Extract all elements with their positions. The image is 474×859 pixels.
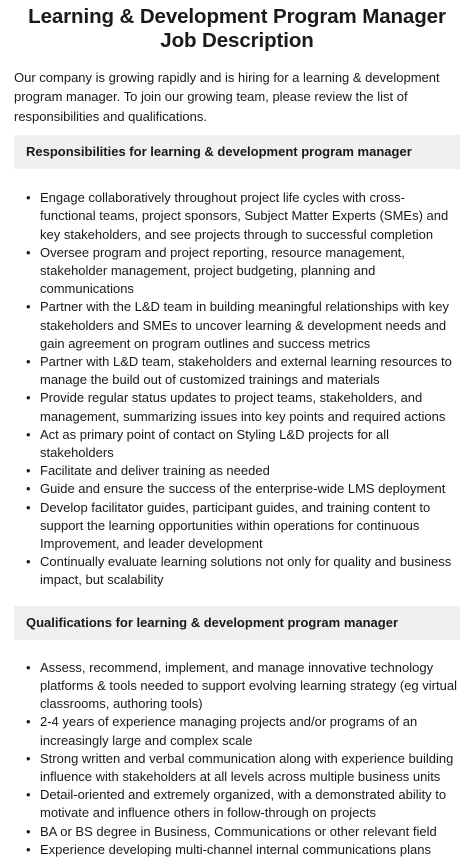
- bullet-icon: •: [26, 354, 31, 370]
- qualifications-item: [26, 713, 460, 749]
- responsibilities-item-text: Oversee program and project reporting, resource management, stakeholder management, project budgeting, planning and communications: [40, 244, 405, 297]
- bullet-icon: •: [26, 750, 31, 766]
- qualifications-item-text: Detail-oriented and extremely organized, with a demonstrated ability to motivate and influence others in follow-through on projects: [40, 787, 447, 821]
- qualifications-item-text: Assess, recommend, implement, and manage innovative technology platforms & tools needed to support evolving learning strategy (eg virtual classrooms, authoring tools): [40, 659, 457, 712]
- responsibilities-item: [26, 353, 460, 389]
- qualifications-header: Qualifications for learning & development program manager: [14, 606, 460, 640]
- bullet-icon: •: [26, 426, 31, 442]
- responsibilities-item: [26, 553, 460, 589]
- responsibilities-item: [26, 462, 460, 480]
- responsibilities-item-text: Partner with L&D team, stakeholders and external learning resources to manage the build out of customized trainings and materials: [40, 354, 452, 388]
- responsibilities-item: [26, 389, 460, 425]
- bullet-icon: •: [26, 823, 31, 839]
- responsibilities-item: [26, 426, 460, 462]
- responsibilities-item: [26, 298, 460, 353]
- responsibilities-item: [26, 189, 460, 244]
- qualifications-item: [26, 659, 460, 714]
- bullet-icon: •: [26, 554, 31, 570]
- responsibilities-item: [26, 499, 460, 554]
- responsibilities-item: [26, 244, 460, 299]
- bullet-icon: •: [26, 244, 31, 260]
- qualifications-item: [26, 841, 460, 859]
- responsibilities-item-text: Act as primary point of contact on Styling L&D projects for all stakeholders: [40, 426, 389, 461]
- page-title-line-1: Learning & Development Program Manager: [28, 5, 446, 28]
- responsibilities-list: [14, 189, 460, 589]
- responsibilities-item-text: Develop facilitator guides, participant guides, and training content to support the learning opportunities within operations for continuous Improvement, and leader development: [40, 499, 431, 552]
- bullet-icon: •: [26, 787, 31, 803]
- responsibilities-item: [26, 480, 460, 498]
- responsibilities-item-text: Continually evaluate learning solutions not only for quality and business impact, but scalability: [40, 554, 452, 588]
- responsibilities-item-text: Facilitate and deliver training as needed: [40, 463, 270, 479]
- responsibilities-item-text: Guide and ensure the success of the enterprise-wide LMS deployment: [40, 481, 446, 497]
- qualifications-list: [14, 659, 460, 859]
- bullet-icon: •: [26, 299, 31, 315]
- page-title-line-2: Job Description: [160, 29, 314, 52]
- qualifications-item: [26, 823, 460, 841]
- bullet-icon: •: [26, 841, 31, 857]
- responsibilities-header: Responsibilities for learning & development program manager: [14, 135, 460, 169]
- qualifications-item-text: Strong written and verbal communication along with experience building influence with stakeholders at all levels across multiple business units: [40, 750, 454, 784]
- qualifications-item-text: Experience developing multi-channel internal communications plans: [40, 841, 431, 857]
- bullet-icon: •: [26, 390, 31, 406]
- page-title: [14, 0, 460, 53]
- bullet-icon: •: [26, 499, 31, 515]
- bullet-icon: •: [26, 481, 31, 497]
- qualifications-item: [26, 786, 460, 822]
- responsibilities-item-text: Engage collaboratively throughout project life cycles with cross-functional teams, project sponsors, Subject Matter Experts (SMEs) and key stakeholders, and see projects through to successful completion: [40, 190, 449, 242]
- responsibilities-item-text: Partner with the L&D team in building meaningful relationships with key stakeholders and SMEs to uncover learning & development needs and gain agreement on program outlines and success metrics: [40, 299, 449, 351]
- bullet-icon: •: [26, 463, 31, 479]
- bullet-icon: •: [26, 714, 31, 730]
- qualifications-item: [26, 750, 460, 786]
- qualifications-item-text: 2-4 years of experience managing projects and/or programs of an increasingly large and complex scale: [40, 714, 418, 748]
- bullet-icon: •: [26, 659, 31, 675]
- intro-paragraph: Our company is growing rapidly and is hiring for a learning & development program manager. To join our growing team, please review the list of responsibilities and qualifications.: [14, 70, 440, 124]
- qualifications-item-text: BA or BS degree in Business, Communications or other relevant field: [40, 823, 437, 839]
- bullet-icon: •: [26, 190, 31, 206]
- responsibilities-item-text: Provide regular status updates to project teams, stakeholders, and management, summarizing issues into key points and required actions: [40, 390, 446, 424]
